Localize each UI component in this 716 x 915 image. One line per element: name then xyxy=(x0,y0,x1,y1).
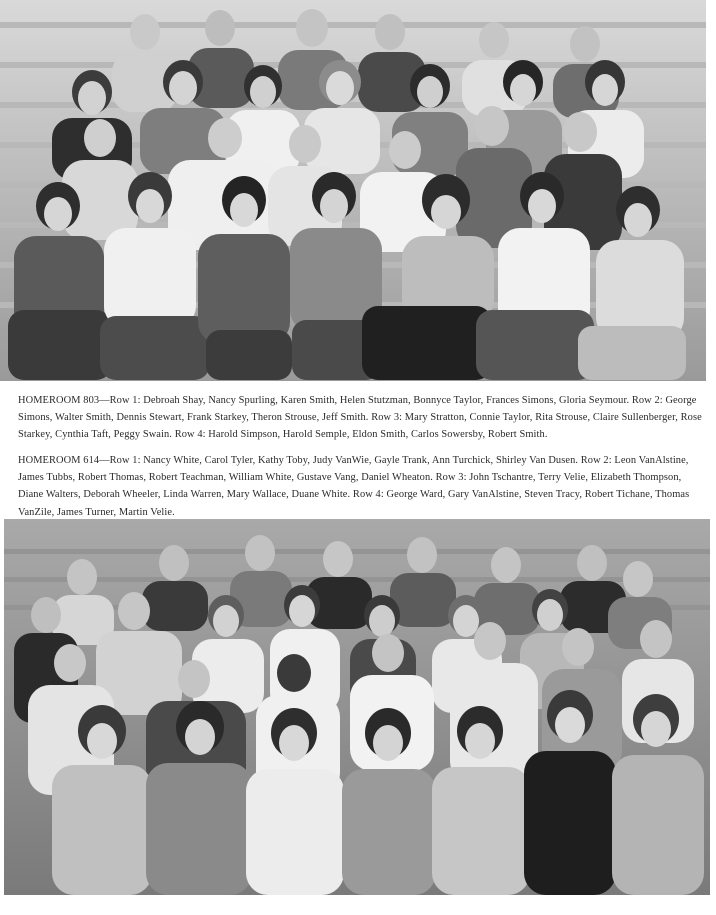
homeroom-803-caption: HOMEROOM 803—Row 1: Debroah Shay, Nancy Spurling, Karen Smith, Helen Stutzman, Bonnyce Taylor, Frances Simons, Gloria Seymour. Row 2: George Simons, Walter Smith, Dennis Stewart, Frank Starkey, Theron Strouse, Jeff Smith. Row 3: Mary Stratton, Connie Taylor, Rita Strouse, Claire Sullenberger, Rose Starkey, Cynthia Taft, Peggy Swain. Row 4: Harold Simpson, Harold Semple, Eldon Smith, Carlos Sowersby, Robert Smith. xyxy=(18,395,702,441)
homeroom-803-group-photo xyxy=(0,0,706,381)
homeroom-614-caption: HOMEROOM 614—Row 1: Nancy White, Carol Tyler, Kathy Toby, Judy VanWie, Gayle Trank, Ann Turchick, Shirley Van Dusen. Row 2: Leon VanAlstine, James Tubbs, Robert Thomas, Robert Teachman, William White, Gustave Vang, Daniel Wheaton. Row 3: John Tschantre, Terry Velie, Elizabeth Thompson, Diane Walters, Deborah Wheeler, Linda Warren, Mary Wallace, Duane White. Row 4: George Ward, Gary VanAlstine, Steven Tracy, Robert Tichane, Thomas VanZile, James Turner, Martin Velie. xyxy=(18,455,690,518)
homeroom-614-photo-art xyxy=(4,519,710,895)
homeroom-803-photo-art xyxy=(0,0,706,381)
homeroom-614-group-photo xyxy=(4,519,710,895)
